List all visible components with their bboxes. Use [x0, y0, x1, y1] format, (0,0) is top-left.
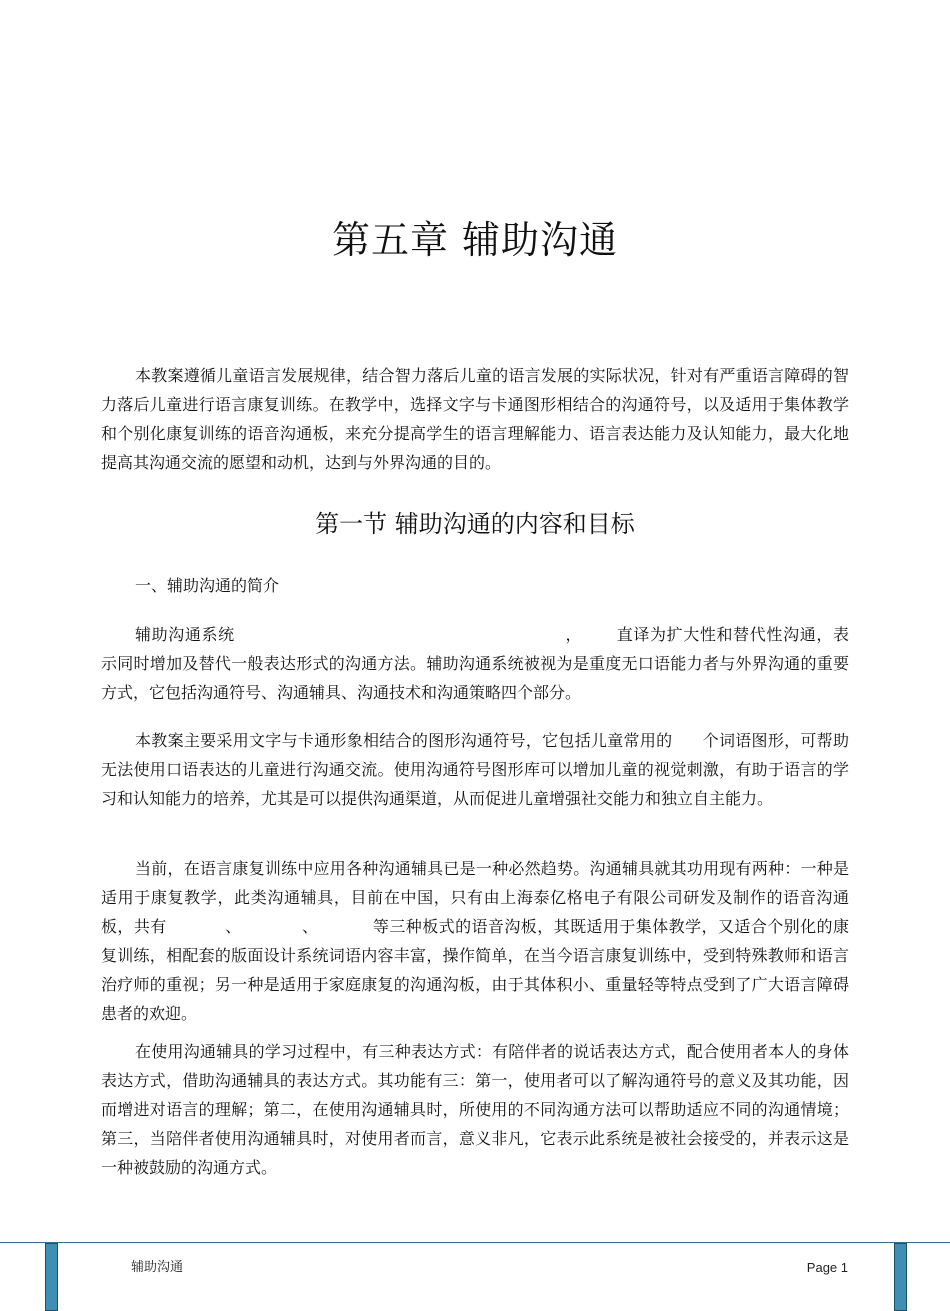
- tools-text-1: 当前，在语言康复训练中应用各种沟通辅具已是一种必然趋势。沟通辅具就其功用现有两种：一种是适用于康复教学，此类沟通辅具，目前在中国，只有由上海泰亿格电子有限公司研发及制作的语音沟通板，共有: [101, 859, 849, 936]
- footer-left-bar: [45, 1243, 58, 1311]
- section-title: 第一节 辅助沟通的内容和目标: [315, 510, 635, 538]
- aac-text-2: ，: [564, 625, 583, 644]
- aac-paragraph: [101, 620, 849, 707]
- symbols-paragraph: [101, 726, 849, 813]
- footer-rule: [0, 1242, 950, 1243]
- intro-paragraph: 本教案遵循儿童语言发展规律，结合智力落后儿童的语言发展的实际状况，针对有严重语言障碍的智力落后儿童进行语言康复训练。在教学中，选择文字与卡通图形相结合的沟通符号，以及适用于集体教学和个别化康复训练的语音沟通板，来充分提高学生的语言理解能力、语言表达能力及认知能力，最大化地提高其沟通交流的愿望和动机，达到与外界沟通的目的。: [101, 366, 849, 472]
- symbols-text-1: 本教案主要采用文字与卡通形象相结合的图形沟通符号，它包括儿童常用的: [135, 731, 673, 750]
- chapter-title: 第五章 辅助沟通: [331, 218, 619, 262]
- symbols-text-2: 个词语图形，可帮助无法使用口语表达的儿童进行沟通交流。使用沟通符号图形库可以增加儿童的视觉刺激，有助于语言的学习和认知能力的培养，尤其是可以提供沟通渠道，从而促进儿童增强社交能力和独立自主能力。: [101, 731, 849, 808]
- footer-title: 辅助沟通: [131, 1260, 184, 1275]
- aac-text-1: 辅助沟通系统: [135, 625, 235, 644]
- footer-right-bar: [894, 1243, 907, 1311]
- subheading-intro: 一、辅助沟通的简介: [135, 576, 280, 595]
- tools-text-2: 、: [224, 917, 242, 936]
- tools-paragraph: [101, 854, 849, 1028]
- usage-paragraph: 在使用沟通辅具的学习过程中，有三种表达方式：有陪伴者的说话表达方式，配合使用者本人的身体表达方式，借助沟通辅具的表达方式。其功能有三：第一，使用者可以了解沟通符号的意义及其功能，因而增进对语言的理解；第二，在使用沟通辅具时，所使用的不同沟通方法可以帮助适应不同的沟通情境；第三，当陪伴者使用沟通辅具时，对使用者而言，意义非凡，它表示此系统是被社会接受的，并表示这是一种被鼓励的沟通方式。: [101, 1042, 849, 1177]
- page-number: Page 1: [806, 1260, 848, 1275]
- tools-text-3: 、: [301, 917, 319, 936]
- aac-text-3: 直译为扩大性和替代性沟通，表示同时增加及替代一般表达形式的沟通方法。辅助沟通系统被视为是重度无口语能力者与外界沟通的重要方式，它包括沟通符号、沟通辅具、沟通技术和沟通策略四个部分。: [101, 625, 849, 702]
- tools-text-4: 等三种板式的语音沟板，其既适用于集体教学，又适合个别化的康复训练，相配套的版面设计系统词语内容丰富，操作简单，在当今语言康复训练中，受到特殊教师和语言治疗师的重视；另一种是适用于家庭康复的沟通沟板，由于其体积小、重量轻等特点受到了广大语言障碍患者的欢迎。: [101, 917, 849, 1023]
